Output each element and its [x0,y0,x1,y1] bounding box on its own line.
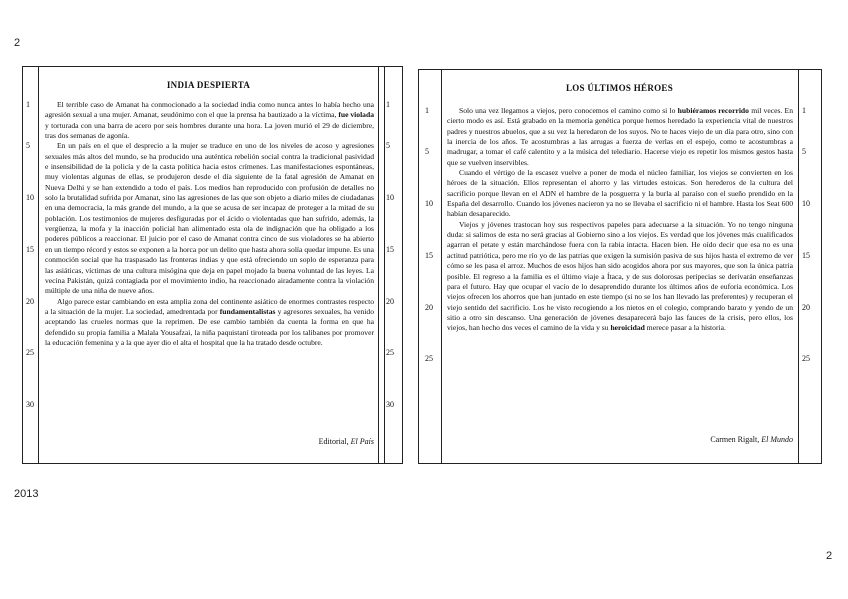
left-right-rule-inner [378,67,379,463]
left-line-numbers-right [386,100,402,460]
left-article-panel [22,66,403,464]
bold-term: fundamentalistas [219,306,276,316]
bold-term: fue violada [338,110,375,120]
line-number: 1 [802,106,806,115]
year-label: 2013 [14,488,39,500]
line-number: 10 [386,193,394,203]
right-line-numbers-right [802,106,818,436]
line-number: 15 [802,250,810,260]
line-number: 30 [26,400,34,410]
text-run: Algo parece estar cambiando en esta amplia zona del continente asiático de enormes contrastes respecto a la situación de la mujer. La sociedad, amedrentada por [45,296,374,316]
line-number: 10 [802,199,810,209]
page-number-top: 2 [14,37,21,49]
line-number: 20 [26,296,34,306]
line-number: 25 [425,354,433,364]
text-run: y agresores sexuales, ha venido aceptando las crueles normas que la reprimen. De ese cambio también da cuenta la forma en que ha defendido su propia familia a Malala Yousafzai, la niña paquistaní tiroteada por los talibanes por promover la educación femenina y a la que ayer dio el alta el hospital que la ha tratado desde octubre. [45,306,375,347]
left-line-numbers [26,100,38,460]
line-number: 20 [802,302,810,312]
right-margin-rule [441,70,442,463]
right-right-rule [798,70,799,463]
line-number: 25 [802,354,810,364]
line-number: 5 [802,147,806,157]
text-run: Solo una vez llegamos a viejos, pero conocemos el camino como si lo [459,106,678,115]
line-number: 15 [425,250,433,260]
paragraph [45,141,374,296]
signature-author: Editorial, [318,437,351,446]
line-number: 30 [386,400,394,410]
paragraph [447,220,793,334]
text-run: Viejos y jóvenes trastocan hoy sus respectivos papeles para adecuarse a la situación. Yo no tengo ninguna duda: si salimos de esta no será gracias al Gobierno sino a los viejos. Es verdad que los jóvenes más cualificados agarran el petate y están marchándose fuera con la rabia intacta. Hacen bien. He oído decir que esa no es una actitud patriótica, pero me río yo de las patrias que exigen la sumisión pasiva de sus hijos hasta el extremo de ver cómo se les pasa el arroz. Muchos de esos hijos han sido acogidos ahora por sus mayores, que son la única patria posible. El regreso a la familia es el último viaje a Ítaca, y de sus dolorosas peripecias se derivarán enseñanzas para el futuro. Hay que ocupar el vacío de lo desaprendido durante los últimos años de euforia económica. Los viejos ofrecen los ahorros que han juntado en este tiempo (si no se los han llevado las preferentes) y recuperan el viejo sentido del sacrificio. Los he visto recogiendo a los nietos en el colegio, comprando barato y yendo de un sitio a otro sin descanso. Una generación de jóvenes desaparecerá bajo las fauces de la crisis, pero ellos, los viejos, han hecho dos veces el camino de la vida y su [447,219,793,333]
text-run: merece pasar a la historia. [644,323,726,333]
signature-author: Carmen Rigalt, [710,435,762,444]
left-article-title: INDIA DESPIERTA [166,80,251,90]
right-article-title: LOS ÚLTIMOS HÉROES [565,83,674,93]
left-right-rule-outer [384,67,385,463]
line-number: 10 [26,193,34,203]
text-run: mil veces. En cierto modo es así. Está grabado en la memoria genética porque hemos heredado la experiencia vital de nuestros padres y nuestros abuelos, que a su vez la heredaron de los suyos. No te haces viejo de un día para otro, sino con la inercia de los años. Te acostumbras a las arrugas a fuerza de verlas en el espejo, como te acostumbras a madrugar, a tomar el café calentito y a la música del telediario. Hacerse viejo es repetir los mismos gestos hasta que se vuelven inservibles. [447,106,793,167]
text-run: Cuando el vértigo de la escasez vuelve a poner de moda el núcleo familiar, los viejos se convierten en los héroes de la situación. Ellos representan el ahorro y las virtudes estoicas. Son herederos de la cultura del sacrificio porque llevan en el ADN el hambre de la posguerra y la burla al paraíso con el sueño prendido en la España del desarrollo. Cuando los jóvenes nacieron ya no se llevaba el sacrificio ni el hambre. Hasta los Seat 600 habían desaparecido. [447,168,793,219]
text-run: y torturada con una barra de acero por seis hombres durante una hora. La joven murió el 29 de diciembre, tras dos semanas de agonía. [45,120,374,141]
line-number: 5 [425,147,429,157]
left-article-signature [45,437,374,446]
bold-term: hubiéramos recorrido [677,106,749,115]
left-margin-rule [38,67,39,463]
paragraph [45,100,374,141]
line-number: 1 [425,106,429,115]
right-article-body [447,106,793,334]
signature-source: El Mundo [761,435,793,444]
left-article-body [45,100,374,348]
right-line-numbers [425,106,439,436]
line-number: 10 [425,199,433,209]
line-number: 20 [386,296,394,306]
paragraph [45,297,374,349]
line-number: 5 [386,141,390,151]
line-number: 1 [26,100,30,109]
right-article-signature [447,435,793,444]
paragraph [447,106,793,168]
text-run: En un país en el que el desprecio a la mujer se traduce en uno de los niveles de acoso y agresiones sexuales más altos del mundo, se ha producido una auténtica rebelión social contra la tradicional pasividad e insensibilidad de la policía y de la casta política hacia estos crímenes. Las manifestaciones espontáneas, muy violentas algunas de ellas, se produjeron desde el día siguiente de la fatal agresión de Amanat en Nueva Delhi y se han extendido a todo el país. Los medios han reproducido con profusión de detalles no solo la brutalidad sufrida por Amanat, sino las agresiones de las que son objeto a diario miles de ciudadanas en una democracia, la más grande del mundo, a la que se acusa de ser incapaz de proteger a la mitad de su población. Los testimonios de mujeres desfiguradas por el ácido o violentadas que han sufrido, además, la vergüenza, la mofa y la inacción policial han alimentado esta ola de indignación que ha obligado a los poderes públicos a reaccionar. El juicio por el caso de Amanat contra cinco de sus violadores se ha abierto en un tiempo récord y estos se exponen a la horca por un delito que hasta ahora solía quedar impune. Es una conmoción social que ha traspasado las fronteras indias y que está ofreciendo un soplo de esperanza para las asiáticas, víctimas de una cultura misógina que deja en papel mojado la buena voluntad de las leyes. La vecina Pakistán, quizá contagiada por el movimiento indio, ha reaccionado airadamente contra la violación múltiple de una niña de nueve años. [45,141,374,296]
bold-term: heroicidad [610,323,645,333]
paragraph [447,168,793,220]
text-run: El terrible caso de Amanat ha conmocionado a la sociedad india como nunca antes lo había hecho una agresión sexual a una mujer. Amanat, seudónimo con el que la prensa ha bautizado a la víctima, [45,100,374,120]
line-number: 25 [386,348,394,358]
line-number: 20 [425,302,433,312]
right-article-panel [418,69,822,464]
signature-source: El País [350,437,374,446]
line-number: 15 [26,244,34,254]
line-number: 25 [26,348,34,358]
line-number: 1 [386,100,390,109]
line-number: 5 [26,141,30,151]
line-number: 15 [386,244,394,254]
page-number-bottom: 2 [826,550,833,562]
